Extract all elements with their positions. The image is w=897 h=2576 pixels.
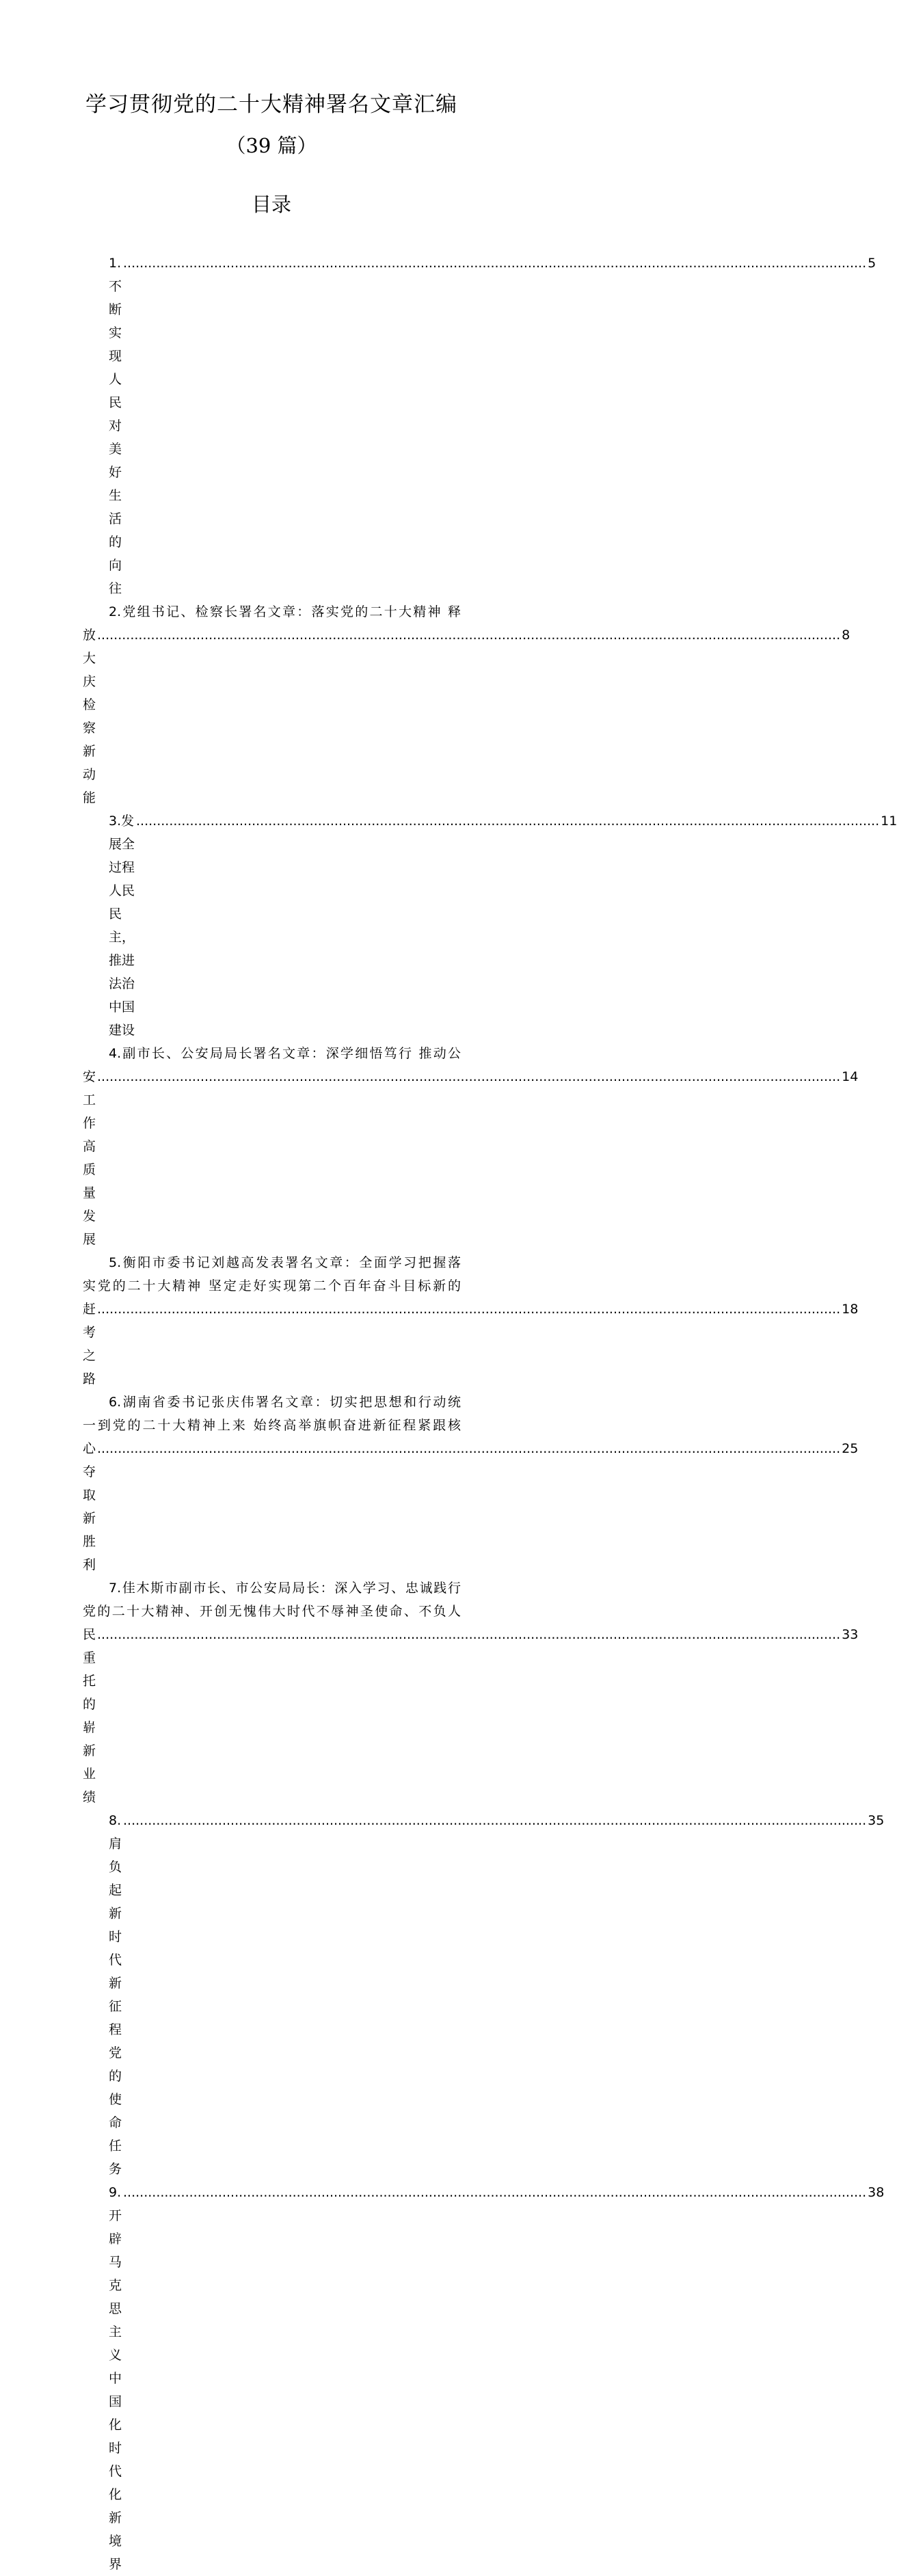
toc-entry-9[interactable] [83, 2181, 885, 2576]
toc-entry-title-line: 2.党组书记、检察长署名文章：落实党的二十大精神 释 [109, 604, 461, 619]
dot-leader: .................................................................................................................................................................................... [97, 1441, 841, 1456]
toc-page-number: 25 [842, 1441, 859, 1456]
dot-leader: .................................................................................................................................................................................... [97, 1069, 841, 1084]
dot-leader: .................................................................................................................................................................................... [123, 1813, 867, 1828]
toc-page-number: 11 [881, 814, 897, 829]
toc-page-number: 18 [842, 1302, 859, 1317]
toc-page-number: 5 [868, 256, 876, 271]
toc-entry-title: 民重托的崭新业绩 .................................................................................................................................................................................... 33 [83, 1623, 461, 1809]
toc-entry-title-line: 党的二十大精神、开创无愧伟大时代不辱神圣使命、不负人 [83, 1604, 461, 1619]
dot-leader: .................................................................................................................................................................................... [136, 814, 880, 829]
toc-entry-title-line: 实党的二十大精神 坚定走好实现第二个百年奋斗目标新的 [83, 1278, 461, 1293]
dot-leader: .................................................................................................................................................................................... [97, 628, 841, 643]
toc-entry-8[interactable] [83, 1809, 885, 2181]
toc-entry-title: 安工作高质量发展 .................................................................................................................................................................................... 14 [83, 1065, 461, 1251]
toc-entry-3[interactable] [83, 809, 897, 1042]
dot-leader: .................................................................................................................................................................................... [97, 1302, 841, 1317]
toc-entry-title-line: 6.湖南省委书记张庆伟署名文章：切实把思想和行动统 [109, 1395, 461, 1410]
toc-entry-6[interactable] [83, 1391, 859, 1577]
toc-page-number: 33 [842, 1627, 859, 1642]
toc-page-number: 38 [868, 2185, 885, 2200]
toc-page-number: 8 [842, 628, 851, 643]
document-subtitle: （39 篇） [226, 134, 317, 157]
toc-entry-title-line: 7.佳木斯市副市长、市公安局局长：深入学习、忠诚践行 [109, 1581, 461, 1596]
dot-leader: .................................................................................................................................................................................... [123, 256, 867, 271]
toc-entry-1[interactable] [83, 252, 876, 600]
toc-entry-title-line: 4.副市长、公安局局长署名文章：深学细悟笃行 推动公 [109, 1046, 461, 1061]
toc-entry-title: 3.发展全过程人民民主，推进法治中国建设 .................................................................................................................................................................................... 11 [83, 809, 461, 1042]
toc-entry-title: 心夺取新胜利 .................................................................................................................................................................................... 25 [83, 1437, 461, 1577]
toc-page-number: 35 [868, 1813, 885, 1828]
toc-page-number: 14 [842, 1069, 859, 1084]
toc-entry-title: 放大庆检察新动能 .................................................................................................................................................................................... 8 [83, 623, 461, 809]
dot-leader: .................................................................................................................................................................................... [97, 1627, 841, 1642]
dot-leader: .................................................................................................................................................................................... [123, 2185, 867, 2200]
toc-entry-7[interactable] [83, 1577, 859, 1809]
toc-entry-title-line: 一到党的二十大精神上来 始终高举旗帜奋进新征程紧跟核 [83, 1418, 461, 1433]
toc-entry-title-line: 5.衡阳市委书记刘越高发表署名文章：全面学习把握落 [109, 1255, 461, 1270]
toc-entry-5[interactable] [83, 1251, 859, 1391]
table-of-contents [83, 252, 897, 2576]
toc-entry-4[interactable] [83, 1042, 859, 1251]
toc-entry-title: 9.开辟马克思主义中国化时代化新境界 .................................................................................................................................................................................... 38 [83, 2181, 461, 2576]
toc-entry-title: 8.肩负起新时代新征程党的使命任务 .................................................................................................................................................................................... 35 [83, 1809, 461, 2181]
toc-heading: 目录 [251, 193, 291, 216]
document-title: 学习贯彻党的二十大精神署名文章汇编 [85, 92, 457, 117]
toc-entry-title: 赶考之路 .................................................................................................................................................................................... 18 [83, 1298, 461, 1391]
toc-entry-title: 1.不断实现人民对美好生活的向往 .................................................................................................................................................................................... 5 [83, 252, 461, 600]
toc-entry-2[interactable] [83, 600, 851, 809]
